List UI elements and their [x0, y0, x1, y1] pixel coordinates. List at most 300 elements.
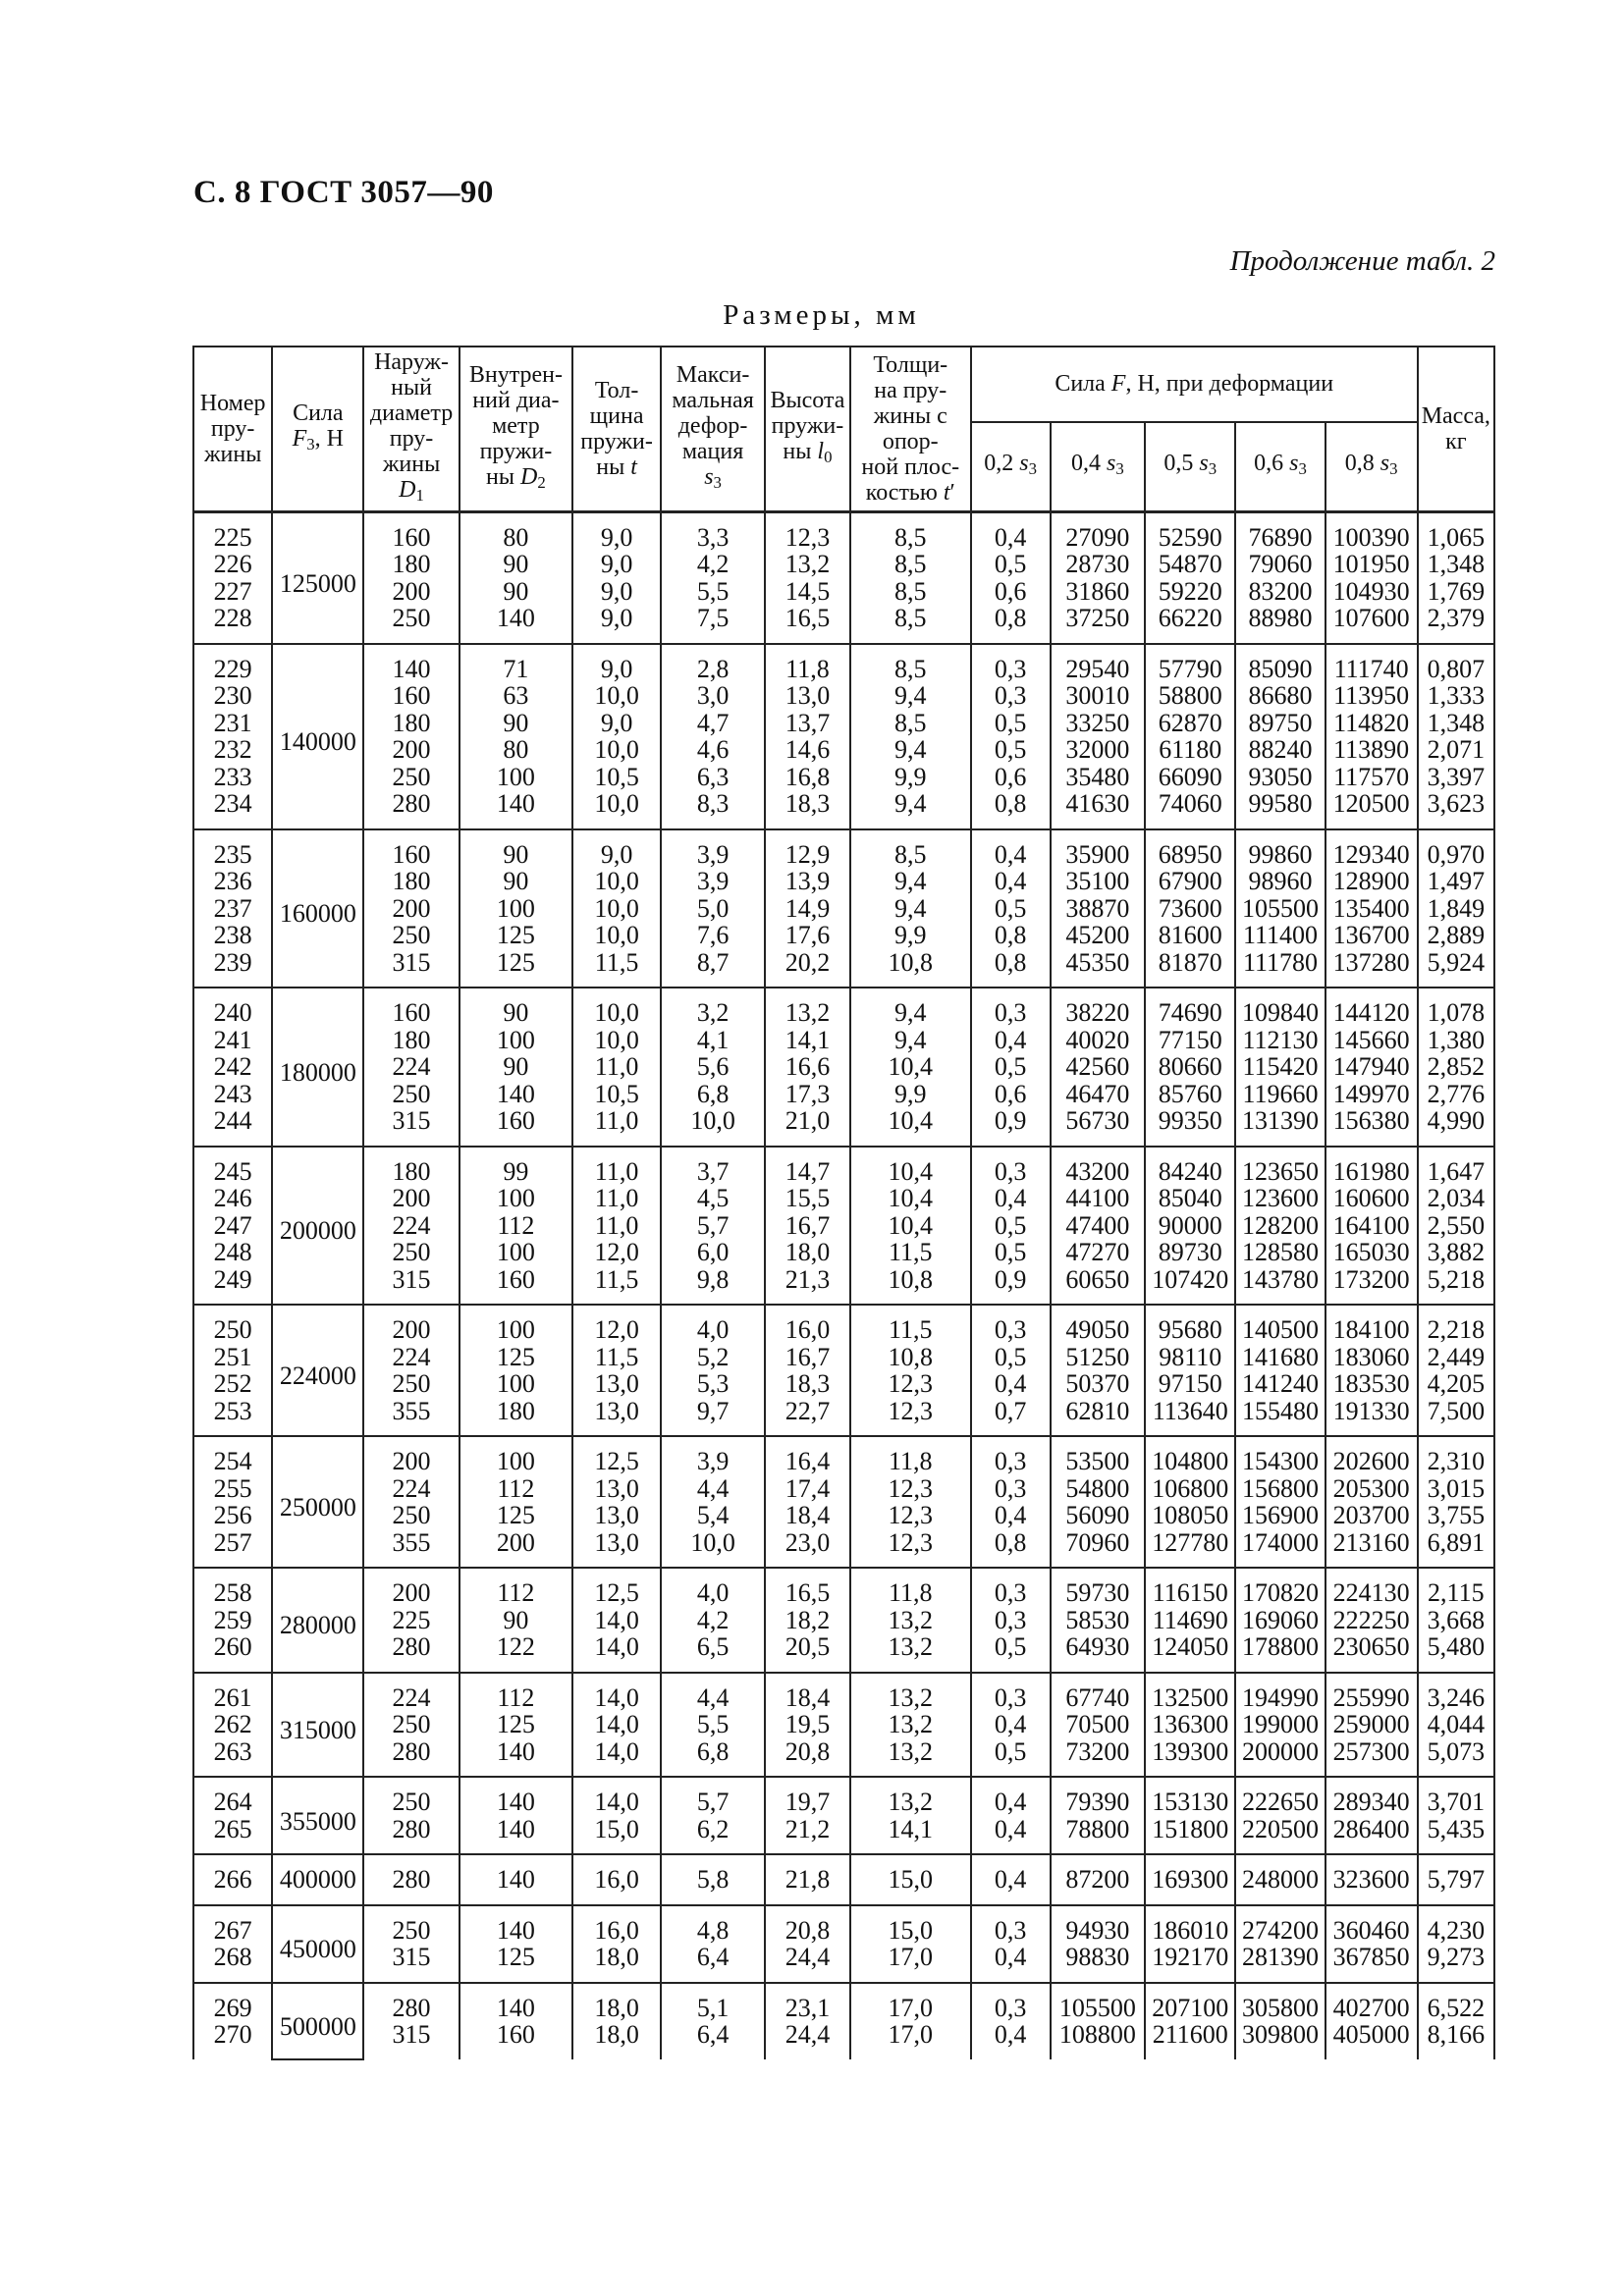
cell-thickness: 14,0	[572, 1777, 661, 1816]
cell-def-08: 257300	[1325, 1738, 1418, 1778]
cell-outer-diameter: 200	[363, 736, 459, 764]
cell-outer-diameter: 355	[363, 1529, 459, 1569]
cell-def-02: 0,3	[971, 1607, 1051, 1634]
cell-inner-diameter: 200	[460, 1529, 572, 1569]
cell-def-02: 0,4	[971, 1944, 1051, 1983]
cell-inner-diameter: 100	[460, 1370, 572, 1398]
cell-outer-diameter: 315	[363, 2021, 459, 2059]
cell-max-deformation: 6,3	[661, 764, 765, 791]
cell-def-05: 59220	[1145, 578, 1235, 606]
cell-def-08: 117570	[1325, 764, 1418, 791]
cell-height: 19,7	[765, 1777, 850, 1816]
cell-def-08: 128900	[1325, 868, 1418, 895]
cell-mass: 4,990	[1418, 1107, 1494, 1147]
cell-thickness: 10,5	[572, 764, 661, 791]
cell-def-06: 309800	[1235, 2021, 1325, 2059]
cell-thickness: 10,0	[572, 988, 661, 1027]
table-row	[193, 895, 1494, 923]
cell-force-f3: 315000	[272, 1673, 363, 1778]
header-thickness: Тол- щина пружи- ны t	[572, 347, 661, 511]
cell-inner-diameter: 90	[460, 868, 572, 895]
cell-def-08: 323600	[1325, 1854, 1418, 1905]
cell-def-06: 174000	[1235, 1529, 1325, 1569]
cell-def-05: 67900	[1145, 868, 1235, 895]
cell-max-deformation: 3,7	[661, 1147, 765, 1186]
cell-height: 16,7	[765, 1344, 850, 1371]
cell-def-06: 143780	[1235, 1266, 1325, 1306]
cell-number: 263	[193, 1738, 272, 1778]
cell-height: 24,4	[765, 1944, 850, 1983]
cell-mass: 2,034	[1418, 1185, 1494, 1212]
cell-thickness-support: 11,5	[850, 1305, 971, 1344]
cell-height: 16,7	[765, 1212, 850, 1240]
cell-inner-diameter: 140	[460, 605, 572, 644]
cell-thickness-support: 11,8	[850, 1568, 971, 1607]
cell-outer-diameter: 160	[363, 682, 459, 710]
cell-def-04: 56090	[1051, 1502, 1146, 1529]
cell-max-deformation: 7,6	[661, 922, 765, 949]
cell-def-06: 98960	[1235, 868, 1325, 895]
cell-mass: 9,273	[1418, 1944, 1494, 1983]
cell-mass: 4,044	[1418, 1711, 1494, 1738]
cell-def-02: 0,4	[971, 1711, 1051, 1738]
cell-def-04: 53500	[1051, 1436, 1146, 1475]
cell-def-08: 213160	[1325, 1529, 1418, 1569]
header-def-02: 0,2 s3	[971, 422, 1051, 512]
cell-thickness: 13,0	[572, 1502, 661, 1529]
cell-def-05: 97150	[1145, 1370, 1235, 1398]
cell-thickness: 13,0	[572, 1529, 661, 1569]
table-row	[193, 1777, 1494, 1816]
cell-def-08: 224130	[1325, 1568, 1418, 1607]
cell-inner-diameter: 160	[460, 2021, 572, 2059]
table-row	[193, 1398, 1494, 1437]
cell-force-f3: 180000	[272, 988, 363, 1147]
cell-def-02: 0,3	[971, 988, 1051, 1027]
cell-inner-diameter: 160	[460, 1266, 572, 1306]
cell-number: 264	[193, 1777, 272, 1816]
cell-def-05: 85040	[1145, 1185, 1235, 1212]
cell-def-08: 360460	[1325, 1905, 1418, 1945]
cell-def-06: 76890	[1235, 511, 1325, 551]
cell-height: 16,8	[765, 764, 850, 791]
cell-thickness-support: 9,9	[850, 922, 971, 949]
table-row	[193, 1568, 1494, 1607]
cell-def-05: 207100	[1145, 1983, 1235, 2022]
cell-def-04: 87200	[1051, 1854, 1146, 1905]
cell-force-f3: 500000	[272, 1983, 363, 2059]
cell-def-05: 52590	[1145, 511, 1235, 551]
cell-max-deformation: 5,2	[661, 1344, 765, 1371]
cell-height: 18,3	[765, 1370, 850, 1398]
cell-max-deformation: 4,7	[661, 710, 765, 737]
cell-number: 270	[193, 2021, 272, 2059]
cell-thickness: 14,0	[572, 1738, 661, 1778]
table-row	[193, 551, 1494, 578]
cell-number: 239	[193, 949, 272, 988]
cell-number: 250	[193, 1305, 272, 1344]
cell-thickness: 15,0	[572, 1816, 661, 1855]
cell-thickness-support: 10,8	[850, 949, 971, 988]
cell-def-05: 73600	[1145, 895, 1235, 923]
cell-inner-diameter: 140	[460, 1816, 572, 1855]
cell-def-05: 74060	[1145, 790, 1235, 829]
cell-def-08: 113890	[1325, 736, 1418, 764]
cell-force-f3: 450000	[272, 1905, 363, 1983]
cell-outer-diameter: 280	[363, 1816, 459, 1855]
cell-number: 262	[193, 1711, 272, 1738]
cell-mass: 3,623	[1418, 790, 1494, 829]
cell-outer-diameter: 224	[363, 1212, 459, 1240]
cell-inner-diameter: 125	[460, 949, 572, 988]
cell-number: 266	[193, 1854, 272, 1905]
cell-def-08: 120500	[1325, 790, 1418, 829]
header-def-04: 0,4 s3	[1051, 422, 1146, 512]
cell-number: 255	[193, 1475, 272, 1503]
cell-def-04: 62810	[1051, 1398, 1146, 1437]
cell-def-06: 115420	[1235, 1053, 1325, 1081]
cell-height: 13,9	[765, 868, 850, 895]
cell-max-deformation: 6,2	[661, 1816, 765, 1855]
cell-max-deformation: 10,0	[661, 1529, 765, 1569]
cell-thickness: 14,0	[572, 1673, 661, 1712]
cell-outer-diameter: 180	[363, 551, 459, 578]
cell-def-06: 140500	[1235, 1305, 1325, 1344]
cell-def-08: 114820	[1325, 710, 1418, 737]
cell-thickness-support: 13,2	[850, 1673, 971, 1712]
table-continuation-note: Продолжение табл. 2	[1229, 245, 1495, 277]
table-row	[193, 829, 1494, 869]
cell-height: 17,4	[765, 1475, 850, 1503]
cell-thickness-support: 13,2	[850, 1633, 971, 1673]
cell-thickness-support: 15,0	[850, 1905, 971, 1945]
header-height: Высота пружи- ны l0	[765, 347, 850, 511]
cell-def-05: 132500	[1145, 1673, 1235, 1712]
cell-mass: 1,348	[1418, 710, 1494, 737]
cell-def-06: 128200	[1235, 1212, 1325, 1240]
cell-height: 24,4	[765, 2021, 850, 2059]
cell-outer-diameter: 225	[363, 1607, 459, 1634]
header-def-08: 0,8 s3	[1325, 422, 1418, 512]
cell-def-04: 35900	[1051, 829, 1146, 869]
table-row	[193, 2021, 1494, 2059]
cell-def-08: 104930	[1325, 578, 1418, 606]
cell-thickness-support: 9,4	[850, 895, 971, 923]
cell-force-f3: 280000	[272, 1568, 363, 1673]
cell-inner-diameter: 112	[460, 1673, 572, 1712]
table-units-caption: Размеры, мм	[723, 299, 920, 331]
cell-inner-diameter: 90	[460, 1607, 572, 1634]
cell-thickness-support: 10,4	[850, 1053, 971, 1081]
table-row	[193, 1711, 1494, 1738]
cell-def-02: 0,7	[971, 1398, 1051, 1437]
cell-def-05: 124050	[1145, 1633, 1235, 1673]
cell-def-02: 0,9	[971, 1266, 1051, 1306]
cell-def-06: 88240	[1235, 736, 1325, 764]
table-row	[193, 1983, 1494, 2022]
cell-def-02: 0,6	[971, 578, 1051, 606]
cell-def-02: 0,8	[971, 1529, 1051, 1569]
table-row	[193, 1607, 1494, 1634]
cell-def-04: 40020	[1051, 1027, 1146, 1054]
cell-thickness-support: 13,2	[850, 1777, 971, 1816]
cell-force-f3: 160000	[272, 829, 363, 988]
cell-mass: 5,218	[1418, 1266, 1494, 1306]
cell-max-deformation: 4,1	[661, 1027, 765, 1054]
cell-def-04: 51250	[1051, 1344, 1146, 1371]
cell-def-06: 79060	[1235, 551, 1325, 578]
cell-def-05: 81870	[1145, 949, 1235, 988]
cell-def-06: 89750	[1235, 710, 1325, 737]
cell-thickness: 14,0	[572, 1711, 661, 1738]
cell-mass: 4,230	[1418, 1905, 1494, 1945]
cell-def-04: 70500	[1051, 1711, 1146, 1738]
cell-height: 12,3	[765, 511, 850, 551]
header-inner-diameter: Внутрен- ний диа- метр пружи- ны D2	[460, 347, 572, 511]
cell-inner-diameter: 90	[460, 1053, 572, 1081]
cell-def-04: 78800	[1051, 1816, 1146, 1855]
cell-inner-diameter: 100	[460, 1436, 572, 1475]
cell-mass: 1,647	[1418, 1147, 1494, 1186]
cell-max-deformation: 5,6	[661, 1053, 765, 1081]
table-row	[193, 1502, 1494, 1529]
cell-def-06: 111780	[1235, 949, 1325, 988]
cell-def-04: 98830	[1051, 1944, 1146, 1983]
cell-max-deformation: 5,8	[661, 1854, 765, 1905]
cell-thickness: 9,0	[572, 511, 661, 551]
cell-outer-diameter: 280	[363, 1854, 459, 1905]
cell-def-06: 131390	[1235, 1107, 1325, 1147]
cell-number: 268	[193, 1944, 272, 1983]
cell-def-04: 105500	[1051, 1983, 1146, 2022]
cell-max-deformation: 9,7	[661, 1398, 765, 1437]
cell-mass: 2,379	[1418, 605, 1494, 644]
cell-thickness-support: 14,1	[850, 1816, 971, 1855]
cell-mass: 5,073	[1418, 1738, 1494, 1778]
cell-height: 20,8	[765, 1905, 850, 1945]
cell-max-deformation: 4,0	[661, 1568, 765, 1607]
cell-number: 256	[193, 1502, 272, 1529]
cell-inner-diameter: 140	[460, 1081, 572, 1108]
cell-def-05: 66220	[1145, 605, 1235, 644]
cell-number: 261	[193, 1673, 272, 1712]
cell-def-05: 89730	[1145, 1239, 1235, 1266]
cell-def-06: 99860	[1235, 829, 1325, 869]
cell-outer-diameter: 250	[363, 1081, 459, 1108]
cell-def-05: 62870	[1145, 710, 1235, 737]
cell-def-04: 58530	[1051, 1607, 1146, 1634]
header-outer-diameter: Наруж- ный диаметр пру- жины D1	[363, 347, 459, 511]
cell-def-05: 68950	[1145, 829, 1235, 869]
cell-def-08: 137280	[1325, 949, 1418, 988]
cell-thickness-support: 9,4	[850, 736, 971, 764]
cell-thickness-support: 10,8	[850, 1344, 971, 1371]
cell-thickness: 14,0	[572, 1633, 661, 1673]
cell-inner-diameter: 100	[460, 1185, 572, 1212]
cell-def-05: 211600	[1145, 2021, 1235, 2059]
cell-def-06: 112130	[1235, 1027, 1325, 1054]
cell-def-04: 94930	[1051, 1905, 1146, 1945]
cell-height: 11,8	[765, 644, 850, 683]
table-row	[193, 1529, 1494, 1569]
cell-number: 247	[193, 1212, 272, 1240]
cell-number: 231	[193, 710, 272, 737]
cell-outer-diameter: 315	[363, 1944, 459, 1983]
cell-max-deformation: 6,8	[661, 1081, 765, 1108]
cell-max-deformation: 3,9	[661, 829, 765, 869]
cell-max-deformation: 5,5	[661, 1711, 765, 1738]
cell-thickness: 13,0	[572, 1370, 661, 1398]
cell-outer-diameter: 250	[363, 922, 459, 949]
cell-def-06: 141680	[1235, 1344, 1325, 1371]
cell-outer-diameter: 180	[363, 710, 459, 737]
cell-def-02: 0,4	[971, 1185, 1051, 1212]
cell-thickness-support: 9,9	[850, 764, 971, 791]
cell-max-deformation: 9,8	[661, 1266, 765, 1306]
cell-inner-diameter: 99	[460, 1147, 572, 1186]
cell-thickness-support: 12,3	[850, 1529, 971, 1569]
cell-height: 17,3	[765, 1081, 850, 1108]
cell-inner-diameter: 125	[460, 1944, 572, 1983]
cell-number: 230	[193, 682, 272, 710]
cell-inner-diameter: 140	[460, 1983, 572, 2022]
cell-inner-diameter: 100	[460, 1027, 572, 1054]
cell-max-deformation: 4,2	[661, 1607, 765, 1634]
cell-def-04: 54800	[1051, 1475, 1146, 1503]
table-row	[193, 1081, 1494, 1108]
cell-max-deformation: 3,2	[661, 988, 765, 1027]
cell-outer-diameter: 250	[363, 605, 459, 644]
cell-def-04: 47270	[1051, 1239, 1146, 1266]
cell-inner-diameter: 90	[460, 551, 572, 578]
table-row	[193, 1436, 1494, 1475]
cell-thickness-support: 8,5	[850, 710, 971, 737]
table-row	[193, 710, 1494, 737]
cell-number: 228	[193, 605, 272, 644]
cell-def-04: 29540	[1051, 644, 1146, 683]
cell-thickness-support: 9,4	[850, 868, 971, 895]
cell-def-08: 183060	[1325, 1344, 1418, 1371]
cell-def-08: 165030	[1325, 1239, 1418, 1266]
cell-thickness-support: 17,0	[850, 1944, 971, 1983]
cell-thickness-support: 17,0	[850, 1983, 971, 2022]
cell-inner-diameter: 80	[460, 736, 572, 764]
cell-def-05: 108050	[1145, 1502, 1235, 1529]
cell-height: 14,9	[765, 895, 850, 923]
cell-thickness-support: 12,3	[850, 1398, 971, 1437]
cell-max-deformation: 5,1	[661, 1983, 765, 2022]
cell-def-08: 145660	[1325, 1027, 1418, 1054]
cell-mass: 7,500	[1418, 1398, 1494, 1437]
table-row	[193, 868, 1494, 895]
cell-def-02: 0,3	[971, 682, 1051, 710]
cell-thickness: 11,0	[572, 1053, 661, 1081]
cell-def-08: 107600	[1325, 605, 1418, 644]
cell-max-deformation: 4,6	[661, 736, 765, 764]
header-max-deformation: Макси- мальная дефор- мация s3	[661, 347, 765, 511]
cell-inner-diameter: 140	[460, 1777, 572, 1816]
cell-height: 16,0	[765, 1305, 850, 1344]
cell-outer-diameter: 160	[363, 988, 459, 1027]
cell-def-05: 98110	[1145, 1344, 1235, 1371]
cell-def-04: 73200	[1051, 1738, 1146, 1778]
cell-inner-diameter: 122	[460, 1633, 572, 1673]
cell-def-06: 156900	[1235, 1502, 1325, 1529]
cell-thickness: 12,0	[572, 1239, 661, 1266]
cell-def-02: 0,8	[971, 922, 1051, 949]
cell-max-deformation: 7,5	[661, 605, 765, 644]
cell-max-deformation: 5,7	[661, 1777, 765, 1816]
cell-def-02: 0,5	[971, 551, 1051, 578]
cell-thickness: 9,0	[572, 578, 661, 606]
cell-mass: 2,310	[1418, 1436, 1494, 1475]
cell-force-f3: 224000	[272, 1305, 363, 1436]
cell-def-08: 203700	[1325, 1502, 1418, 1529]
cell-outer-diameter: 355	[363, 1398, 459, 1437]
cell-def-04: 46470	[1051, 1081, 1146, 1108]
cell-outer-diameter: 250	[363, 1370, 459, 1398]
cell-def-05: 113640	[1145, 1398, 1235, 1437]
cell-max-deformation: 5,7	[661, 1212, 765, 1240]
cell-outer-diameter: 180	[363, 1147, 459, 1186]
cell-outer-diameter: 224	[363, 1053, 459, 1081]
cell-def-05: 127780	[1145, 1529, 1235, 1569]
cell-def-08: 230650	[1325, 1633, 1418, 1673]
cell-number: 227	[193, 578, 272, 606]
cell-force-f3: 125000	[272, 511, 363, 644]
cell-inner-diameter: 90	[460, 710, 572, 737]
cell-def-05: 104800	[1145, 1436, 1235, 1475]
cell-def-08: 156380	[1325, 1107, 1418, 1147]
cell-mass: 6,522	[1418, 1983, 1494, 2022]
cell-outer-diameter: 200	[363, 578, 459, 606]
cell-def-08: 100390	[1325, 511, 1418, 551]
cell-outer-diameter: 315	[363, 1266, 459, 1306]
cell-mass: 5,480	[1418, 1633, 1494, 1673]
table-row	[193, 922, 1494, 949]
cell-thickness: 10,0	[572, 1027, 661, 1054]
cell-def-06: 86680	[1235, 682, 1325, 710]
cell-def-06: 123600	[1235, 1185, 1325, 1212]
cell-def-06: 141240	[1235, 1370, 1325, 1398]
cell-thickness-support: 13,2	[850, 1607, 971, 1634]
header-force-group: Сила F, Н, при деформации	[971, 347, 1418, 422]
table-row	[193, 1738, 1494, 1778]
cell-def-04: 28730	[1051, 551, 1146, 578]
cell-max-deformation: 6,5	[661, 1633, 765, 1673]
cell-def-08: 113950	[1325, 682, 1418, 710]
cell-def-02: 0,8	[971, 949, 1051, 988]
cell-def-05: 81600	[1145, 922, 1235, 949]
header-thickness-support: Толщи- на пру- жины с опор- ной плос- костью t′	[850, 347, 971, 511]
cell-def-04: 45200	[1051, 922, 1146, 949]
cell-def-02: 0,3	[971, 1475, 1051, 1503]
cell-height: 23,1	[765, 1983, 850, 2022]
cell-number: 245	[193, 1147, 272, 1186]
cell-thickness: 12,5	[572, 1436, 661, 1475]
cell-def-02: 0,3	[971, 1147, 1051, 1186]
cell-thickness: 11,5	[572, 1266, 661, 1306]
cell-def-02: 0,3	[971, 1568, 1051, 1607]
cell-max-deformation: 4,0	[661, 1305, 765, 1344]
cell-outer-diameter: 140	[363, 644, 459, 683]
cell-inner-diameter: 112	[460, 1568, 572, 1607]
cell-height: 18,0	[765, 1239, 850, 1266]
cell-height: 13,7	[765, 710, 850, 737]
cell-def-05: 84240	[1145, 1147, 1235, 1186]
cell-def-06: 85090	[1235, 644, 1325, 683]
cell-mass: 1,497	[1418, 868, 1494, 895]
